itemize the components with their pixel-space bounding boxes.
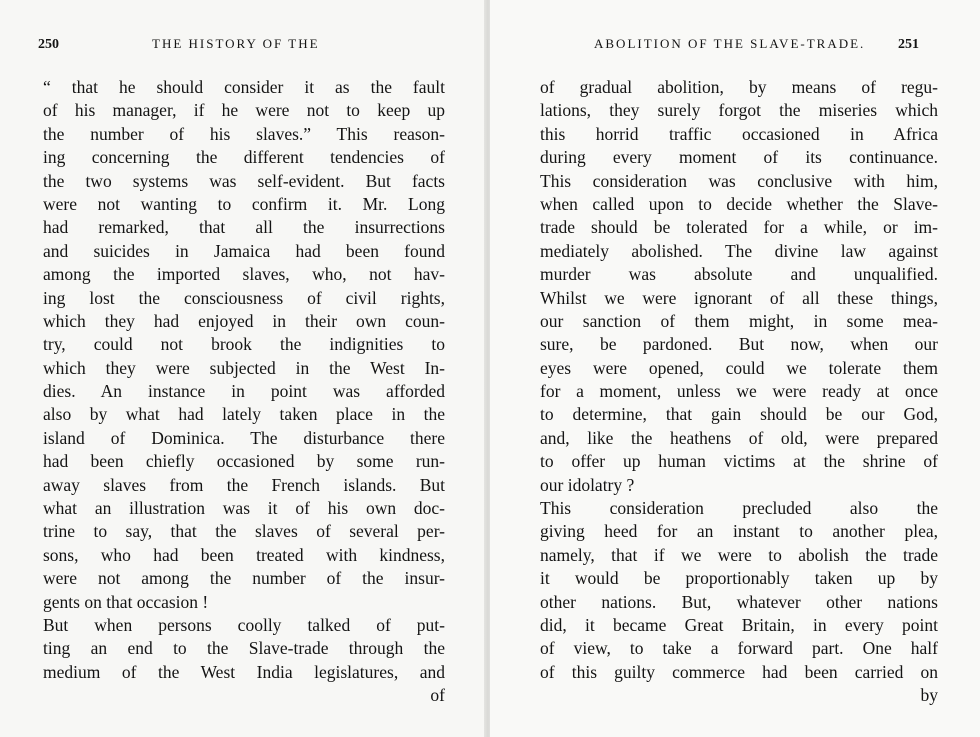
text-line: this horrid traffic occasioned in Africa (540, 123, 938, 144)
text-line: to determine, that gain should be our God, (540, 404, 938, 425)
right-running-head: ABOLITION OF THE SLAVE-TRADE. (594, 36, 866, 51)
text-line: did, it became Great Britain, in every point (540, 614, 938, 635)
text-line: namely, that if we were to abolish the trade (540, 544, 938, 565)
text-line: ting an end to the Slave-trade through the (43, 638, 445, 659)
text-line: and suicides in Jamaica had been found (43, 240, 445, 261)
text-line: were not among the number of the insur- (43, 568, 445, 589)
text-line: the two systems was self-evident. But facts (43, 170, 445, 191)
text-line: sure, be pardoned. But now, when our (540, 334, 938, 355)
text-line: Whilst we were ignorant of all these things, (540, 287, 938, 308)
text-line: of gradual abolition, by means of regu- (540, 77, 938, 97)
right-page (490, 0, 980, 737)
text-line: But when persons coolly talked of put- (43, 614, 445, 635)
text-line: ing lost the consciousness of civil rights, (43, 287, 445, 308)
text-line: other nations. But, whatever other nations (540, 591, 938, 612)
text-line: which they had enjoyed in their own coun- (43, 310, 445, 331)
text-line: sons, who had been treated with kindness, (43, 544, 445, 565)
text-line: murder was absolute and unqualified. (540, 264, 938, 285)
text-line: giving heed for an instant to another plea, (540, 521, 938, 542)
text-line: lations, they surely forgot the miseries which (540, 100, 938, 121)
text-line: medium of the West India legislatures, and (43, 661, 445, 682)
right-page-number: 251 (898, 37, 919, 52)
text-line: dies. An instance in point was afforded (43, 381, 445, 402)
text-line: gents on that occasion ! (43, 591, 209, 612)
text-line: our sanction of them might, in some mea- (540, 310, 938, 331)
text-line: our idolatry ? (540, 474, 635, 495)
text-line: trade should be tolerated for a while, or im- (540, 217, 938, 238)
text-line: among the imported slaves, who, not hav- (43, 264, 445, 285)
text-line: This consideration was conclusive with him, (540, 170, 938, 191)
text-line: mediately abolished. The divine law against (540, 240, 938, 261)
text-line: of (430, 685, 445, 706)
text-line: away slaves from the French islands. But (43, 474, 445, 495)
text-line: what an illustration was it of his own doc- (43, 498, 445, 519)
text-line: eyes were opened, could we tolerate them (540, 357, 938, 378)
text-line: for a moment, unless we were ready at once (540, 381, 938, 402)
text-line: also by what had lately taken place in the (43, 404, 445, 425)
text-line: trine to say, that the slaves of several per- (43, 521, 445, 542)
left-page (0, 0, 486, 737)
text-line: the number of his slaves.” This reason- (43, 123, 445, 144)
text-line: island of Dominica. The disturbance there (43, 427, 445, 448)
right-page-text (540, 76, 938, 708)
text-line: “ that he should consider it as the fault (43, 77, 445, 97)
text-line: of this guilty commerce had been carried on (540, 661, 938, 682)
left-page-number: 250 (38, 37, 59, 52)
left-running-head: THE HISTORY OF THE (152, 36, 320, 51)
text-line: by (920, 685, 938, 706)
left-page-text (43, 76, 445, 708)
text-line: had remarked, that all the insurrections (43, 217, 445, 238)
text-line: This consideration precluded also the (540, 498, 938, 519)
text-line: of view, to take a forward part. One half (540, 638, 938, 659)
text-line: during every moment of its continuance. (540, 147, 938, 168)
text-line: which they were subjected in the West In- (43, 357, 445, 378)
text-line: try, could not brook the indignities to (43, 334, 445, 355)
text-line: to offer up human victims at the shrine of (540, 451, 938, 472)
text-line: when called upon to decide whether the Slave- (540, 193, 938, 214)
text-line: were not wanting to confirm it. Mr. Long (43, 193, 445, 214)
text-line: and, like the heathens of old, were prepared (540, 427, 938, 448)
text-line: of his manager, if he were not to keep up (43, 100, 445, 121)
text-line: had been chiefly occasioned by some run- (43, 451, 445, 472)
text-line: ing concerning the different tendencies of (43, 147, 445, 168)
text-line: it would be proportionably taken up by (540, 568, 938, 589)
